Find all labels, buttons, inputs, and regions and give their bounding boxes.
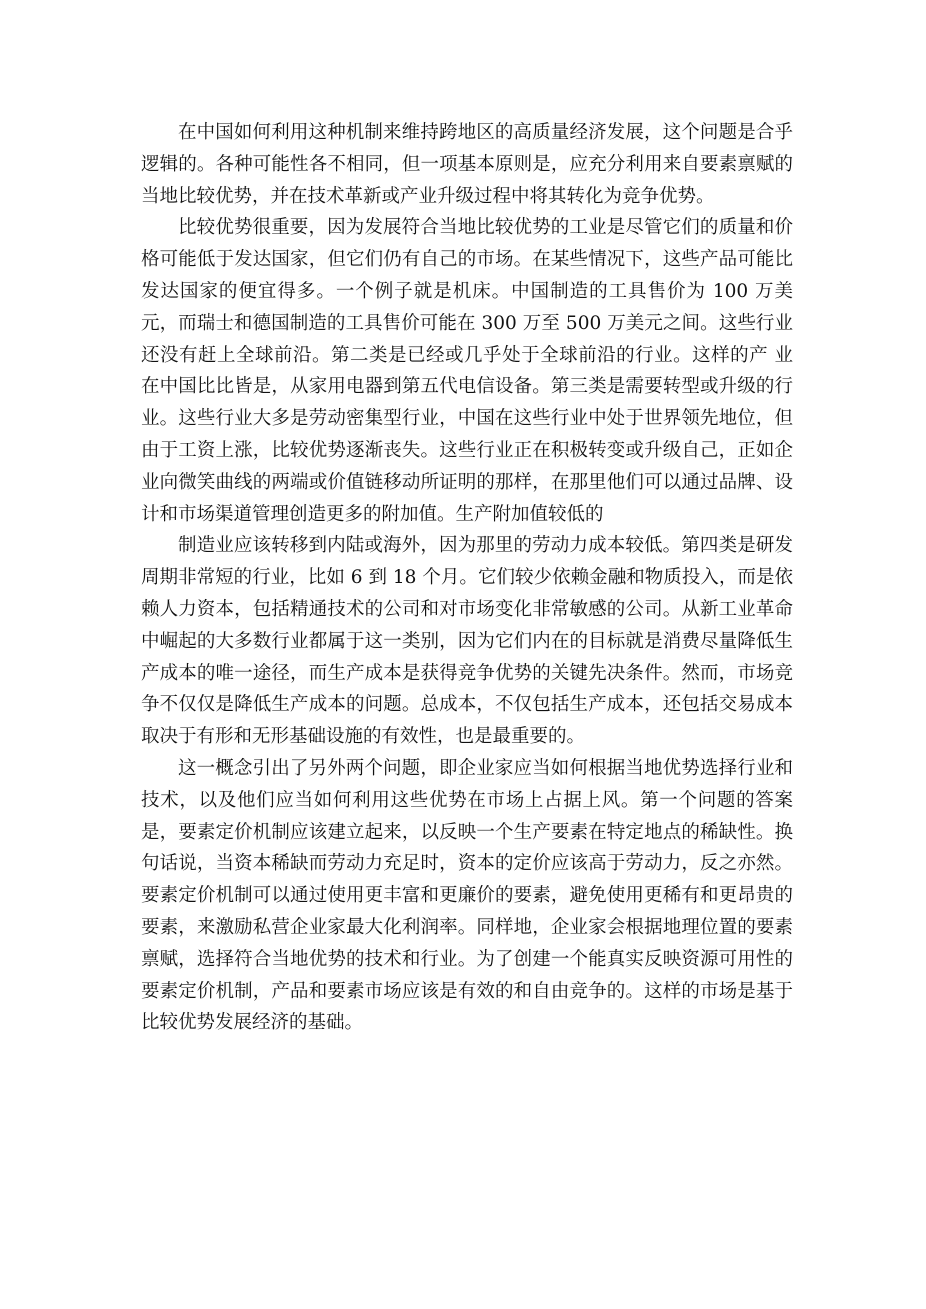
document-body xyxy=(141,117,793,1039)
paragraph-4: 这一概念引出了另外两个问题，即企业家应当如何根据当地优势选择行业和技术，以及他们应当如何利用这些优势在市场上占据上风。第一个问题的答案是，要素定价机制应该建立起来，以反映一个生产要素在特定地点的稀缺性。换句话说，当资本稀缺而劳动力充足时，资本的定价应该高于劳动力，反之亦然。要素定价机制可以通过使用更丰富和更廉价的要素，避免使用更稀有和更昂贵的要素，来激励私营企业家最大化利润率。同样地，企业家会根据地理位置的要素禀赋，选择符合当地优势的技术和行业。为了创建一个能真实反映资源可用性的要素定价机制，产品和要素市场应该是有效的和自由竞争的。这样的市场是基于比较优势发展经济的基础。 xyxy=(141,757,793,1034)
paragraph-1: 在中国如何利用这种机制来维持跨地区的高质量经济发展，这个问题是合乎逻辑的。各种可能性各不相同，但一项基本原则是，应充分利用来自要素禀赋的当地比较优势，并在技术革新或产业升级过程中将其转化为竞争优势。 xyxy=(141,122,793,207)
paragraph-3: 制造业应该转移到内陆或海外，因为那里的劳动力成本较低。第四类是研发周期非常短的行业，比如 6 到 18 个月。它们较少依赖金融和物质投入，而是依赖人力资本，包括精通技术的公司和对市场变化非常敏感的公司。从新工业革命中崛起的大多数行业都属于这一类别，因为它们内在的目标就是消费尽量降低生产成本的唯一途径，而生产成本是获得竞争优势的关键先决条件。然而，市场竞争不仅仅是降低生产成本的问题。总成本，不仅包括生产成本，还包括交易成本取决于有形和无形基础设施的有效性，也是最重要的。 xyxy=(141,535,793,748)
paragraph-2: 比较优势很重要，因为发展符合当地比较优势的工业是尽管它们的质量和价格可能低于发达国家，但它们仍有自己的市场。在某些情况下，这些产品可能比发达国家的便宜得多。一个例子就是机床。中国制造的工具售价为 100 万美元，而瑞士和德国制造的工具售价可能在 300 万至 500 万美元之间。这些行业还没有赶上全球前沿。第二类是已经或几乎处于全球前沿的行业。这样的产 业在中国比比皆是，从家用电器到第五代电信设备。第三类是需要转型或升级的行业。这些行业大多是劳动密集型行业，中国在这些行业中处于世界领先地位，但由于工资上涨，比较优势逐渐丧失。这些行业正在积极转变或升级自己，正如企业向微笑曲线的两端或价值链移动所证明的那样，在那里他们可以通过品牌、设计和市场渠道管理创造更多的附加值。生产附加值较低的 xyxy=(141,217,793,525)
